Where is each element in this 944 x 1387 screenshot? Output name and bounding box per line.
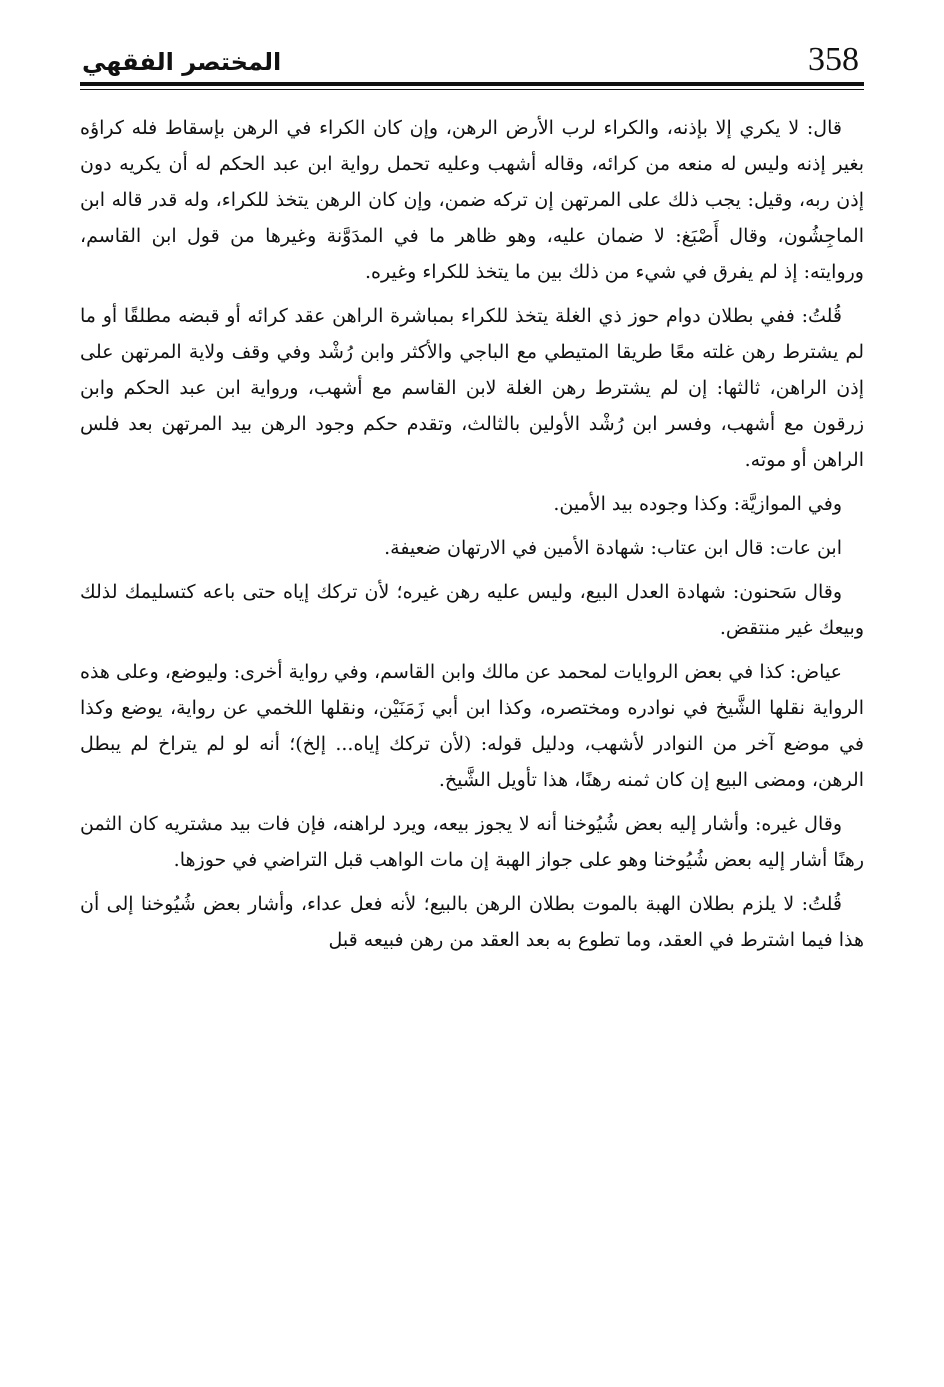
paragraph: وقال غيره: وأشار إليه بعض شُيُوخنا أنه لا يجوز بيعه، ويرد لراهنه، فإن فات بيد مشتريه كان الثمن رهنًا أشار إليه بعض شُيُوخنا وهو على جواز الهبة إن مات الواهب قبل التراضي في حوزها.: [80, 813, 864, 871]
header-rule-thin: [80, 89, 864, 90]
paragraph: عياض: كذا في بعض الروايات لمحمد عن مالك وابن القاسم، وفي رواية أخرى: وليوضع، وعلى هذه الرواية نقلها الشَّيخ في نوادره ومختصره، وكذا ابن أبي زَمَنَيْن، ونقلها اللخمي عن رواية، يوضع وكذا في موضع آخر من النوادر لأشهب، ودليل قوله: (لأن تركك إياه... إلخ)؛ أنه لو لم يتراخ لم يبطل الرهن، ومضى البيع إن كان ثمنه رهنًا، هذا تأويل الشَّيخ.: [80, 661, 864, 791]
page-body: [80, 110, 864, 958]
paragraph: قال: لا يكري إلا بإذنه، والكراء لرب الأرض الرهن، وإن كان الكراء في الرهن بإسقاط فله كراؤه بغير إذنه وليس له منعه من كرائه، وقاله أشهب وعليه تحمل رواية ابن عبد الحكم له أن يكريه دون إذن ربه، وقيل: يجب ذلك على المرتهن إن تركه ضمن، وإن كان الرهن يتخذ للكراء، وله قدر قاله ابن الماجِشُون، وقال أَصْبَغ: لا ضمان عليه، وهو ظاهر ما في المدَوَّنة وغيرها من قول ابن القاسم، وروايته: إذ لم يفرق في شيء من ذلك بين ما يتخذ للكراء وغيره.: [80, 117, 864, 283]
running-title: المختصر الفقهي: [82, 48, 282, 76]
header-rule-thick: [80, 82, 864, 86]
paragraph: ابن عات: قال ابن عتاب: شهادة الأمين في الارتهان ضعيفة.: [384, 537, 842, 559]
paragraph: وقال سَحنون: شهادة العدل البيع، وليس عليه رهن غيره؛ لأن تركك إياه حتى باعه كتسليمك لذلك وبيعك غير منتقض.: [80, 581, 864, 639]
paragraph: وفي الموازيَّة: وكذا وجوده بيد الأمين.: [553, 493, 842, 515]
paragraph: قُلتُ: لا يلزم بطلان الهبة بالموت بطلان الرهن بالبيع؛ لأنه فعل عداء، وأشار بعض شُيُوخنا إلى أن هذا فيما اشترط في العقد، وما تطوع به بعد العقد من رهن فبيعه قبل: [80, 893, 864, 951]
page-header: [80, 40, 864, 80]
paragraph: قُلتُ: ففي بطلان دوام حوز ذي الغلة يتخذ للكراء بمباشرة الراهن عقد كرائه أو قبضه مطلقًا أو ما لم يشترط رهن غلته معًا طريقا المتيطي مع الباجي والأكثر وابن رُشْد وفي وقف ولاية المرتهن على إذن الراهن، ثالثها: إن لم يشترط رهن الغلة لابن القاسم مع أشهب، ورواية ابن عبد الحكم وابن زرقون مع أشهب، وفسر ابن رُشْد الأولين بالثالث، وتقدم حكم وجود الرهن بيد المرتهن بعد فلس الراهن أو موته.: [80, 305, 864, 471]
page-number: 358: [808, 41, 859, 78]
